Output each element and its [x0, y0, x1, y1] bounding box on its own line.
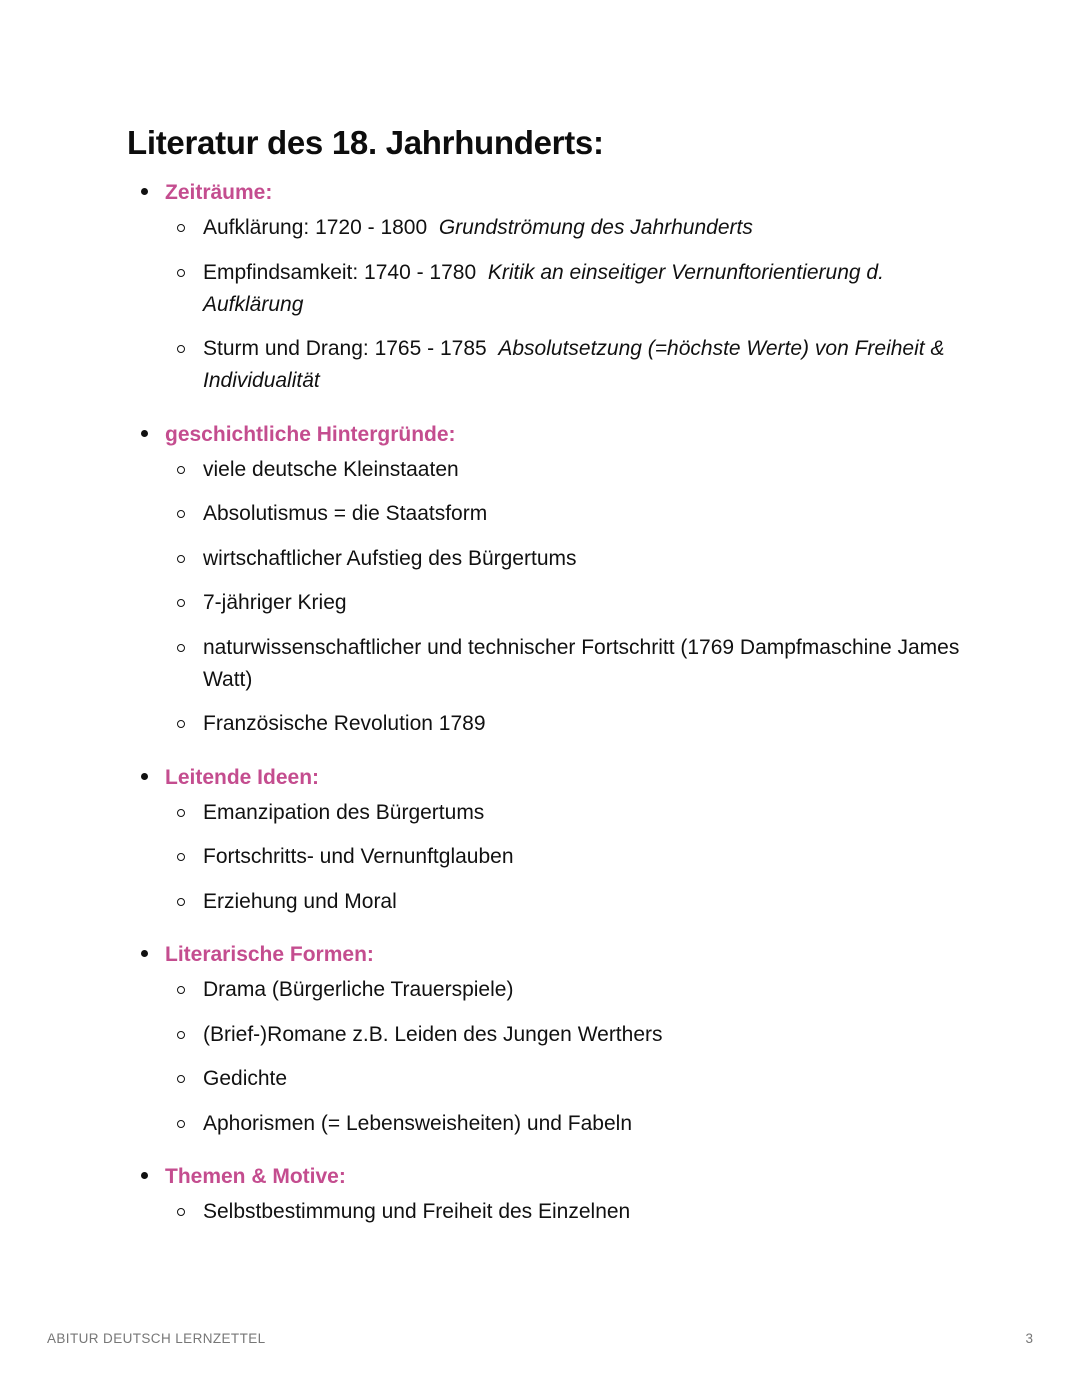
item-note: Kritik an einseitiger Vernunftorientierung d. Aufklärung: [203, 260, 884, 316]
item-list: [0, 797, 1080, 939]
item-text: Erziehung und Moral: [203, 889, 397, 913]
list-item: [0, 797, 1080, 829]
item-text: Empfindsamkeit: 1740 - 1780: [203, 260, 477, 284]
list-item: [0, 333, 1080, 397]
item-text: Emanzipation des Bürgertums: [203, 800, 485, 824]
circle-bullet-icon: [177, 599, 185, 607]
page-title: Literatur des 18. Jahrhunderts:: [127, 124, 604, 161]
circle-bullet-icon: [177, 224, 185, 232]
section-hintergruende: [0, 418, 1080, 761]
section-list: [0, 176, 1080, 1249]
circle-bullet-icon: [177, 1208, 185, 1216]
list-item: [0, 587, 1080, 619]
item-text: Selbstbestimmung und Freiheit des Einzelnen: [203, 1200, 631, 1223]
section-themen-motive: [0, 1160, 1080, 1249]
bullet-icon: [141, 773, 148, 780]
item-text: viele deutsche Kleinstaaten: [203, 457, 459, 481]
circle-bullet-icon: [177, 720, 185, 728]
section-heading: Zeiträume:: [165, 181, 273, 204]
list-item: [0, 974, 1080, 1006]
page-number: 3: [1025, 1331, 1033, 1346]
circle-bullet-icon: [177, 986, 185, 994]
item-list: [0, 212, 1080, 418]
list-item: [0, 1196, 1080, 1228]
list-item: [0, 1019, 1080, 1051]
item-text: Drama (Bürgerliche Trauerspiele): [203, 978, 514, 1001]
section-heading: Leitende Ideen:: [165, 765, 320, 789]
item-list: [0, 1196, 1080, 1249]
circle-bullet-icon: [177, 345, 185, 353]
circle-bullet-icon: [177, 644, 185, 652]
list-item: [0, 454, 1080, 486]
section-literarische-formen: [0, 938, 1080, 1160]
bullet-icon: [141, 1172, 148, 1179]
circle-bullet-icon: [177, 269, 185, 277]
item-text: Aphorismen (= Lebensweisheiten) und Fabeln: [203, 1111, 633, 1135]
bullet-icon: [141, 188, 148, 195]
circle-bullet-icon: [177, 466, 185, 474]
circle-bullet-icon: [177, 898, 185, 906]
item-text: 7-jähriger Krieg: [203, 591, 347, 614]
item-text: naturwissenschaftlicher und technischer Fortschritt (1769 Dampfmaschine James Watt): [203, 635, 960, 691]
section-leitende-ideen: [0, 761, 1080, 939]
bullet-icon: [141, 430, 148, 437]
footer-title: ABITUR DEUTSCH LERNZETTEL: [47, 1331, 266, 1346]
list-item: [0, 498, 1080, 530]
item-list: [0, 454, 1080, 761]
item-note: Absolutsetzung (=höchste Werte) von Freiheit & Individualität: [203, 337, 945, 392]
item-text: Aufklärung: 1720 - 1800: [203, 216, 428, 239]
circle-bullet-icon: [177, 1120, 185, 1128]
section-heading: Themen & Motive:: [165, 1165, 346, 1188]
item-text: Französische Revolution 1789: [203, 712, 486, 735]
list-item: [0, 543, 1080, 575]
list-item: [0, 632, 1080, 696]
section-zeitraeume: [0, 176, 1080, 418]
item-note: Grundströmung des Jahrhunderts: [438, 216, 753, 239]
item-text: wirtschaftlicher Aufstieg des Bürgertums: [203, 546, 577, 570]
circle-bullet-icon: [177, 510, 185, 518]
item-text: Sturm und Drang: 1765 - 1785: [203, 337, 487, 360]
circle-bullet-icon: [177, 1031, 185, 1039]
item-text: Absolutismus = die Staatsform: [203, 502, 488, 525]
bullet-icon: [141, 950, 148, 957]
circle-bullet-icon: [177, 809, 185, 817]
list-item: [0, 212, 1080, 244]
list-item: [0, 257, 1080, 321]
circle-bullet-icon: [177, 555, 185, 563]
circle-bullet-icon: [177, 1075, 185, 1083]
circle-bullet-icon: [177, 853, 185, 861]
section-heading: Literarische Formen:: [165, 943, 374, 966]
list-item: [0, 708, 1080, 740]
list-item: [0, 841, 1080, 873]
list-item: [0, 1063, 1080, 1095]
item-text: (Brief-)Romane z.B. Leiden des Jungen Werthers: [203, 1022, 663, 1046]
item-list: [0, 974, 1080, 1160]
list-item: [0, 1108, 1080, 1140]
item-text: Fortschritts- und Vernunftglauben: [203, 845, 514, 868]
item-text: Gedichte: [203, 1067, 288, 1090]
section-heading: geschichtliche Hintergründe:: [165, 422, 456, 446]
list-item: [0, 886, 1080, 918]
